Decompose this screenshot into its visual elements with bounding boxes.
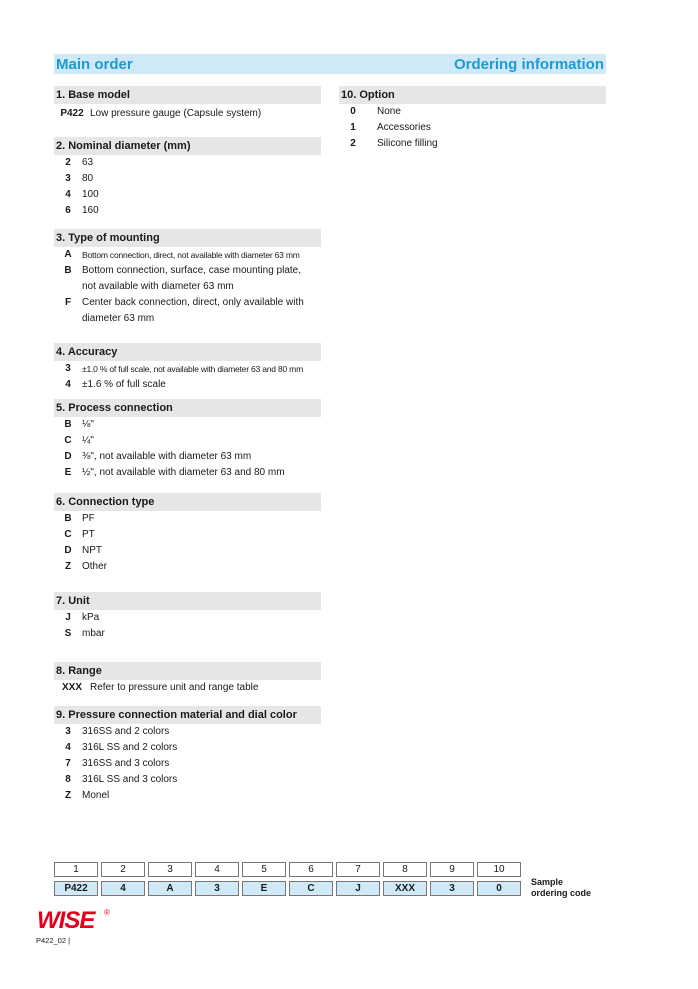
list-item bbox=[339, 136, 606, 152]
option-desc: ±1.6 % of full scale bbox=[82, 379, 166, 390]
option-desc: ±1.0 % of full scale, not available with diameter 63 and 80 mm bbox=[82, 364, 303, 374]
position-number: 4 bbox=[195, 862, 239, 877]
option-desc: Monel bbox=[82, 790, 110, 801]
option-desc: 160 bbox=[82, 205, 99, 216]
section-nominal-diameter bbox=[54, 137, 321, 219]
option-desc: Bottom connection, direct, not available with diameter 63 mm bbox=[82, 250, 300, 260]
position-number: 9 bbox=[430, 862, 474, 877]
position-number: 10 bbox=[477, 862, 521, 877]
option-code: D bbox=[64, 451, 72, 462]
position-number: 3 bbox=[148, 862, 192, 877]
ordering-information-title: Ordering information bbox=[454, 55, 604, 73]
option-code: 3 bbox=[65, 363, 71, 374]
option-code: 3 bbox=[65, 726, 71, 737]
list-item bbox=[54, 543, 321, 559]
option-desc: 316L SS and 3 colors bbox=[82, 774, 178, 785]
option-code bbox=[54, 279, 82, 295]
list-item bbox=[54, 171, 321, 187]
section-unit bbox=[54, 592, 321, 642]
option-desc: mbar bbox=[82, 628, 105, 639]
option-code: A bbox=[64, 249, 72, 260]
title-banner bbox=[54, 54, 606, 74]
code-value: E bbox=[242, 881, 286, 896]
option-code: F bbox=[64, 297, 72, 308]
option-code: P422 bbox=[60, 108, 84, 119]
option-desc: Refer to pressure unit and range table bbox=[90, 682, 259, 693]
list-item bbox=[54, 788, 321, 804]
section-connection-type bbox=[54, 493, 321, 575]
option-desc: 316SS and 2 colors bbox=[82, 726, 170, 737]
option-code: 0 bbox=[350, 106, 356, 117]
code-value: 0 bbox=[477, 881, 521, 896]
option-code: D bbox=[64, 545, 72, 556]
option-desc: Other bbox=[82, 561, 108, 572]
option-desc: 80 bbox=[82, 173, 94, 184]
option-desc: PT bbox=[82, 529, 95, 540]
option-code: B bbox=[64, 265, 72, 276]
option-code: 4 bbox=[65, 742, 71, 753]
section-title: 3. Type of mounting bbox=[54, 229, 321, 247]
list-item bbox=[54, 680, 321, 696]
list-item bbox=[54, 772, 321, 788]
code-value: A bbox=[148, 881, 192, 896]
list-item bbox=[54, 311, 321, 327]
page-reference bbox=[36, 936, 70, 945]
code-value: 3 bbox=[195, 881, 239, 896]
code-value: 4 bbox=[101, 881, 145, 896]
option-code: 7 bbox=[65, 758, 71, 769]
list-item bbox=[54, 740, 321, 756]
list-item bbox=[54, 724, 321, 740]
main-order-title: Main order bbox=[56, 55, 133, 73]
list-item bbox=[54, 449, 321, 465]
option-desc: Low pressure gauge (Capsule system) bbox=[90, 108, 262, 119]
list-item bbox=[54, 527, 321, 543]
list-item bbox=[54, 465, 321, 481]
right-column bbox=[339, 86, 606, 152]
option-desc: PF bbox=[82, 513, 95, 524]
list-item bbox=[54, 295, 321, 311]
list-item bbox=[54, 433, 321, 449]
list-item bbox=[54, 610, 321, 626]
code-value: C bbox=[289, 881, 333, 896]
section-option bbox=[339, 86, 606, 152]
option-code bbox=[54, 311, 82, 327]
list-item bbox=[54, 417, 321, 433]
option-code: J bbox=[65, 612, 71, 623]
section-title: 2. Nominal diameter (mm) bbox=[54, 137, 321, 155]
list-item bbox=[54, 247, 321, 263]
option-desc: 316SS and 3 colors bbox=[82, 758, 170, 769]
list-item bbox=[339, 104, 606, 120]
option-desc: None bbox=[377, 106, 401, 117]
option-code: S bbox=[64, 628, 72, 639]
option-code: Z bbox=[64, 790, 72, 801]
option-desc: NPT bbox=[82, 545, 102, 556]
section-type-of-mounting bbox=[54, 229, 321, 327]
option-code: C bbox=[64, 529, 72, 540]
left-column bbox=[54, 86, 321, 804]
position-number: 2 bbox=[101, 862, 145, 877]
position-number: 6 bbox=[289, 862, 333, 877]
list-item bbox=[54, 106, 321, 122]
list-item bbox=[54, 511, 321, 527]
option-desc: Center back connection, direct, only available with bbox=[82, 297, 304, 308]
list-item bbox=[54, 187, 321, 203]
list-item bbox=[339, 120, 606, 136]
section-material-dial-color bbox=[54, 706, 321, 804]
wise-logo bbox=[36, 906, 116, 937]
page-ref-bar: | bbox=[68, 936, 71, 945]
list-item bbox=[54, 203, 321, 219]
section-range bbox=[54, 662, 321, 696]
option-desc: 63 bbox=[82, 157, 94, 168]
option-desc: 100 bbox=[82, 189, 99, 200]
option-desc: Bottom connection, surface, case mounting plate, bbox=[82, 265, 302, 276]
section-title: 9. Pressure connection material and dial color bbox=[54, 706, 321, 724]
list-item bbox=[54, 377, 321, 393]
option-desc: Accessories bbox=[377, 122, 431, 133]
code-value: P422 bbox=[54, 881, 98, 896]
code-value: XXX bbox=[383, 881, 427, 896]
code-value: J bbox=[336, 881, 380, 896]
list-item bbox=[54, 263, 321, 279]
section-title: 10. Option bbox=[339, 86, 606, 104]
option-code: Z bbox=[64, 561, 72, 572]
wise-logo-icon bbox=[36, 906, 116, 932]
list-item bbox=[54, 559, 321, 575]
option-desc: ¼" bbox=[82, 435, 94, 446]
option-code: XXX bbox=[61, 682, 82, 693]
option-code: C bbox=[64, 435, 72, 446]
position-number: 5 bbox=[242, 862, 286, 877]
option-desc: 316L SS and 2 colors bbox=[82, 742, 178, 753]
list-item bbox=[54, 361, 321, 377]
option-code: 4 bbox=[65, 379, 71, 390]
position-number: 1 bbox=[54, 862, 98, 877]
section-title: 5. Process connection bbox=[54, 399, 321, 417]
option-desc: ⅛" bbox=[82, 419, 94, 430]
option-desc: ⅜", not available with diameter 63 mm bbox=[82, 451, 252, 462]
section-accuracy bbox=[54, 343, 321, 393]
option-code: 4 bbox=[65, 189, 71, 200]
option-desc: kPa bbox=[82, 612, 100, 623]
section-process-connection bbox=[54, 399, 321, 481]
section-title: 1. Base model bbox=[54, 86, 321, 104]
position-number: 7 bbox=[336, 862, 380, 877]
registered-mark: ® bbox=[104, 908, 110, 917]
option-code: 2 bbox=[65, 157, 71, 168]
option-code: 3 bbox=[65, 173, 71, 184]
sample-ordering-code-label: Sample ordering code bbox=[531, 877, 592, 898]
option-code: 1 bbox=[350, 122, 356, 133]
section-title: 7. Unit bbox=[54, 592, 321, 610]
option-code: 8 bbox=[65, 774, 71, 785]
option-desc: not available with diameter 63 mm bbox=[82, 281, 234, 292]
list-item bbox=[54, 155, 321, 171]
option-desc: Silicone filling bbox=[377, 138, 438, 149]
section-title: 8. Range bbox=[54, 662, 321, 680]
option-code: B bbox=[64, 419, 72, 430]
position-number: 8 bbox=[383, 862, 427, 877]
option-code: E bbox=[64, 467, 72, 478]
option-code: 6 bbox=[65, 205, 71, 216]
page-ref-text: P422_02 bbox=[36, 936, 67, 945]
list-item bbox=[54, 626, 321, 642]
code-value: 3 bbox=[430, 881, 474, 896]
option-code: 2 bbox=[350, 138, 356, 149]
logo-text: WISE bbox=[37, 907, 95, 932]
section-title: 4. Accuracy bbox=[54, 343, 321, 361]
section-base-model bbox=[54, 86, 321, 122]
option-desc: diameter 63 mm bbox=[82, 313, 155, 324]
section-title: 6. Connection type bbox=[54, 493, 321, 511]
list-item bbox=[54, 279, 321, 295]
list-item bbox=[54, 756, 321, 772]
option-code: B bbox=[64, 513, 72, 524]
option-desc: ½", not available with diameter 63 and 80 mm bbox=[82, 467, 285, 478]
